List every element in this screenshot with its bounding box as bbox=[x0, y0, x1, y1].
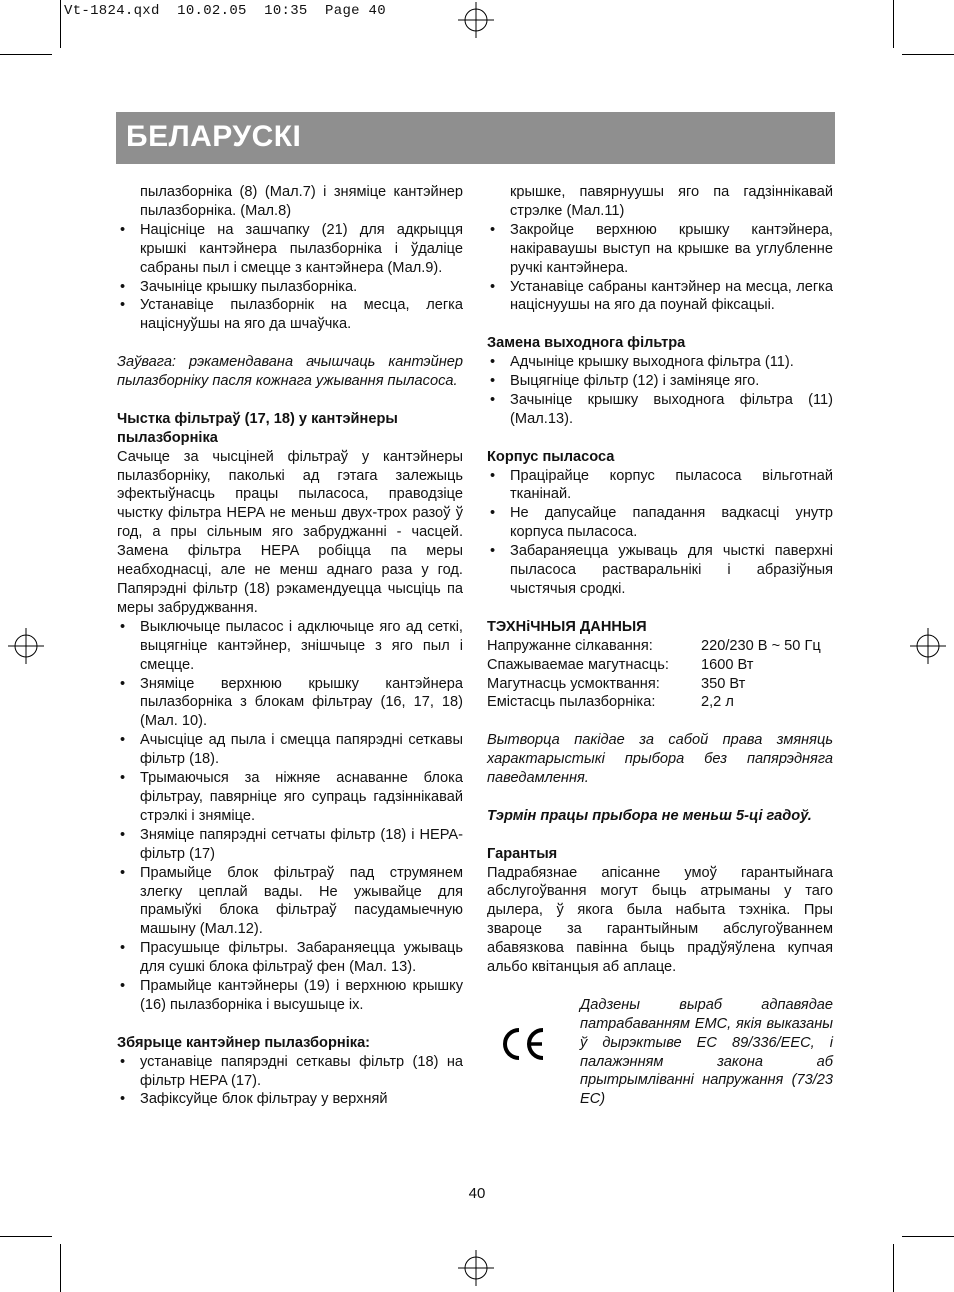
list-item: • Зняміце верхнюю крышку кантэйнера пылазборніка з блокам фільтрау (16, 17, 18) (Мал. 10). bbox=[117, 675, 463, 732]
language-banner bbox=[116, 112, 835, 164]
list-item: • Прамыйце кантэйнеры (19) і верхнюю крышку (16) пылазборніка і высушыце іх. bbox=[117, 977, 463, 1015]
manufacturer-note: Вытворца пакідае за сабой права змяняць характарыстыкі прыбора без папярэдняга паведамлення. bbox=[487, 732, 833, 787]
right-column bbox=[487, 183, 833, 1114]
list-item: • Праціpайце корпус пыласоса вільготнай тканінай. bbox=[487, 467, 833, 505]
continued-text: пылазборніка (8) (Мал.7) і зняміце кантэйнер пылазборніка. (Мал.8) bbox=[140, 184, 463, 219]
registration-mark-icon bbox=[8, 628, 44, 664]
list-item: • Прасушыце фільтры. Забараняецца ужываць для сушкі блока фільтраў фен (Мал. 13). bbox=[117, 939, 463, 977]
crop-mark bbox=[0, 1236, 52, 1237]
language-title: БЕЛАРУСКІ bbox=[126, 120, 302, 153]
bullet-list bbox=[487, 221, 833, 316]
registration-mark-icon bbox=[458, 2, 494, 38]
crop-mark bbox=[0, 54, 52, 55]
ce-compliance-text: Дадзены выраб адпавядае патрабаванням EMC, якія выказаны ў дырэктыве EC 89/336/EEC, і палажэнням закона аб прытрымліванні напружання (73/23 EC) bbox=[580, 996, 833, 1108]
ce-mark-icon bbox=[499, 1024, 547, 1064]
list-item: • Выключыце пыласос і адключыце яго ад сеткі, выцягніце кантэйнер, знішчыце з яго пыл і смецце. bbox=[117, 618, 463, 675]
section-heading: Замена выходнога фільтра bbox=[487, 335, 686, 352]
section-heading: Корпус пыласоса bbox=[487, 448, 615, 465]
continued-text: крышке, павярнуушы яго па гадзіннікавай стрэлке (Мал.11) bbox=[510, 184, 833, 219]
bullet-list bbox=[487, 353, 833, 429]
registration-mark-icon bbox=[458, 1250, 494, 1286]
spec-label: Емістасць пылазборніка: bbox=[487, 694, 656, 711]
spec-label: Магутнасць усмоктвання: bbox=[487, 675, 660, 692]
note-text: Заўвага: рэкамендавана ачышчаць кантэйнер пылазборніку пасля кожнага ужывання пыласоса. bbox=[117, 354, 463, 390]
list-item: • Адчыніце крышку выходнога фільтра (11). bbox=[487, 353, 833, 372]
list-item: • Зачыніце крышку пылазборніка. bbox=[117, 278, 463, 297]
bullet-list bbox=[117, 221, 463, 334]
list-item: • Зняміце папярэдні сетчаты фільтр (18) і HEPA-фільтр (17) bbox=[117, 826, 463, 864]
spec-table bbox=[487, 637, 833, 713]
section-heading: Чыстка фільтраў (17, 18) у кантэйнеры пылазборніка bbox=[117, 410, 398, 446]
section-heading: Збярыце кантэйнер пылазборніка: bbox=[117, 1034, 371, 1051]
crop-mark bbox=[893, 0, 894, 48]
page-number: 40 bbox=[468, 1185, 486, 1202]
list-item: • Выцягніце фільтр (12) і заміняце яго. bbox=[487, 372, 833, 391]
service-life-note: Тэрмін працы прыбора не меньш 5-ці гадоў. bbox=[487, 807, 812, 824]
spec-value: 1600 Вт bbox=[701, 656, 754, 673]
warranty-text: Падрабязнае апісанне умоў гарантыйнага абслугоўвання могут быць атрыманы у таго дылера, ў якога была набыта тэхніка. Пры звароце за гарантыйным абслугоўваннем абавязкова павінна быць прадўяўлена купчая альбо квітанцыя аб аплаце. bbox=[487, 864, 833, 976]
spec-value: 2,2 л bbox=[701, 694, 734, 711]
list-item: • Зафіксуйце блок фільтрау у верхняй bbox=[117, 1090, 463, 1109]
bullet-list bbox=[487, 467, 833, 599]
list-item: • Устанавіце сабраны кантэйнер на месца, легка націснуушы на яго да поунай фіксацыі. bbox=[487, 278, 833, 316]
crop-mark bbox=[902, 54, 954, 55]
list-item: • Не дапусайце пападання вадкасці унутр корпуса пыласоса. bbox=[487, 504, 833, 542]
list-item: • устанавіце папярэдні сеткавы фільтр (18) на фільтр HEPA (17). bbox=[117, 1053, 463, 1091]
print-slug: Vt-1824.qxd 10.02.05 10:35 Page 40 bbox=[64, 3, 386, 19]
list-item: • Забараняецца ужываць для чысткі паверхні пыласоса растваральнікі і абразіўныя чыстячыя сродкі. bbox=[487, 542, 833, 599]
crop-mark bbox=[902, 1236, 954, 1237]
paragraph: Сачыце за чысцiней фільтраў у кантэйнеры пылазборніку, паколькі ад гэтага залежыць эфектыўнасць працы пыласоса, праводзіце чыстку фільтра HEPA не меньш двух-трох разоў ў год, а пры сільным яго забруджанні - часцей. Замена фільтра HEPA робіцца па меры неабходнасці, але не менш аднаго разa у год. Папярэдні фільтр (18) рэкамендуецца чысціць па меры забруджвання. bbox=[117, 448, 463, 616]
list-item: • Закройце верхнюю крышку кантэйнера, накіраваушы выступ на крышке ва углубленне ручкі кантэйнера. bbox=[487, 221, 833, 278]
list-item: • Устанавіце пылазборнік на месца, легка націснуўшы на яго да шчаўчка. bbox=[117, 296, 463, 334]
section-heading: Гарантыя bbox=[487, 845, 558, 862]
list-item: • Зачыніце крышку выходнога фільтра (11) (Мал.13). bbox=[487, 391, 833, 429]
registration-mark-icon bbox=[910, 628, 946, 664]
list-item: • Ачысціце ад пыла і смецца папярэдні сеткавы фільтр (18). bbox=[117, 731, 463, 769]
spec-value: 220/230 В ~ 50 Гц bbox=[701, 637, 821, 654]
list-item: • Націсніце на зашчапку (21) для адкрыцця крышкі кантэйнера пылазборніка і ўдаліце сабраны пыл і смецце з кантэйнера (Мал.9). bbox=[117, 221, 463, 278]
list-item: • Трымаючыся за ніжняе аснаванне блока фільтрау, павярніце яго супраць гадзіннікавай стрэлкі і зняміце. bbox=[117, 769, 463, 826]
bullet-list bbox=[117, 1053, 463, 1110]
left-column bbox=[117, 183, 463, 1109]
crop-mark bbox=[893, 1244, 894, 1292]
crop-mark bbox=[60, 0, 61, 48]
bullet-list bbox=[117, 618, 463, 1015]
crop-mark bbox=[60, 1244, 61, 1292]
list-item: • Прамыйце блок фільтраў пад струмянем злегку цеплай вады. Не ужывайце для прамыўкі блока фільтраў пасудамыечную машыну (Мал.12). bbox=[117, 864, 463, 940]
section-heading: ТЭХНiЧНЫЯ ДАННЫЯ bbox=[487, 618, 647, 635]
spec-label: Спажываемае магутнасць: bbox=[487, 656, 669, 673]
spec-label: Напружанне сілкавання: bbox=[487, 637, 653, 654]
ce-block bbox=[487, 996, 833, 1114]
spec-value: 350 Вт bbox=[701, 675, 746, 692]
